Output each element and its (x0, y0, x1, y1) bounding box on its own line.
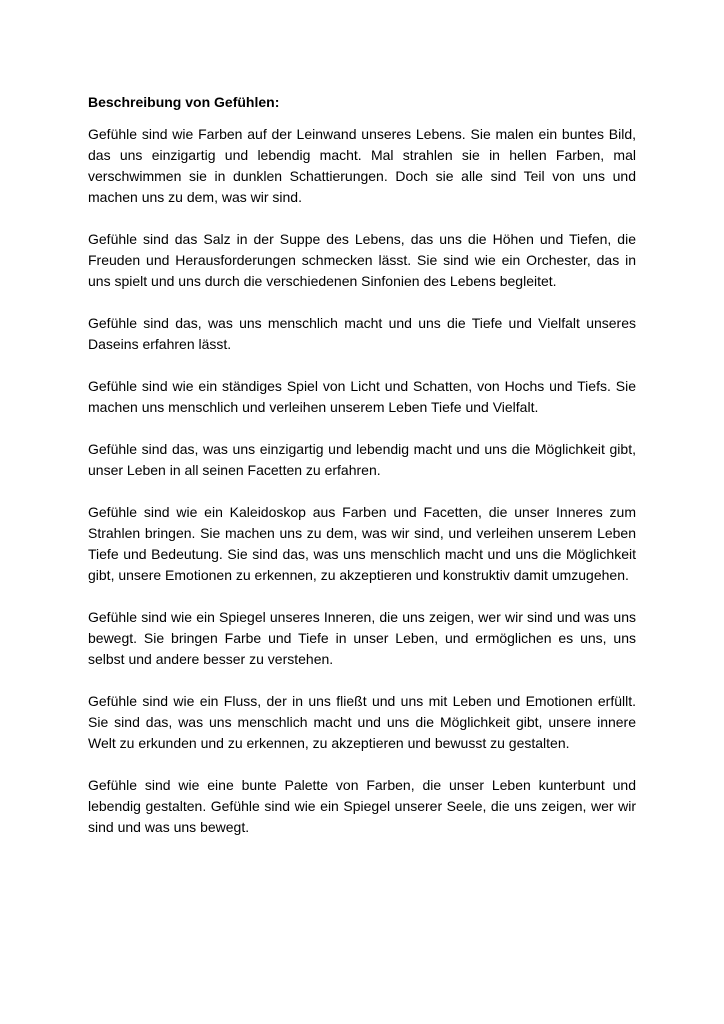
paragraph-4: Gefühle sind wie ein ständiges Spiel von Licht und Schatten, von Hochs und Tiefs. Sie machen uns menschlich und verleihen unserem Leben Tiefe und Vielfalt. (88, 378, 636, 415)
paragraph-9: Gefühle sind wie eine bunte Palette von Farben, die unser Leben kunterbunt und lebendig gestalten. Gefühle sind wie ein Spiegel unserer Seele, die uns zeigen, wer wir sind und was uns bewegt. (88, 777, 636, 835)
document-heading: Beschreibung von Gefühlen: (88, 94, 280, 110)
paragraph-3: Gefühle sind das, was uns menschlich macht und uns die Tiefe und Vielfalt unseres Daseins erfahren lässt. (88, 315, 636, 352)
paragraph-8: Gefühle sind wie ein Fluss, der in uns fließt und uns mit Leben und Emotionen erfüllt. Sie sind das, was uns menschlich macht und uns die Möglichkeit gibt, unsere innere Welt zu erkunden und zu erkennen, zu akzeptieren und bewusst zu gestalten. (88, 693, 636, 751)
paragraph-7: Gefühle sind wie ein Spiegel unseres Inneren, die uns zeigen, wer wir sind und was uns bewegt. Sie bringen Farbe und Tiefe in unser Leben, und ermöglichen es uns, uns selbst und andere besser zu verstehen. (88, 609, 636, 667)
paragraph-6: Gefühle sind wie ein Kaleidoskop aus Farben und Facetten, die unser Inneres zum Strahlen bringen. Sie machen uns zu dem, was wir sind, und verleihen unserem Leben Tiefe und Bedeutung. Sie sind das, was uns menschlich macht und uns die Möglichkeit gibt, unsere Emotionen zu erkennen, zu akzeptieren und konstruktiv damit umzugehen. (88, 504, 636, 583)
paragraph-5: Gefühle sind das, was uns einzigartig und lebendig macht und uns die Möglichkeit gibt, unser Leben in all seinen Facetten zu erfahren. (88, 441, 636, 478)
paragraph-1: Gefühle sind wie Farben auf der Leinwand unseres Lebens. Sie malen ein buntes Bild, das uns einzigartig und lebendig macht. Mal strahlen sie in hellen Farben, mal verschwimmen sie in dunklen Schattierungen. Doch sie alle sind Teil von uns und machen uns zu dem, was wir sind. (88, 126, 636, 205)
document-body (88, 92, 636, 859)
paragraph-2: Gefühle sind das Salz in der Suppe des Lebens, das uns die Höhen und Tiefen, die Freuden und Herausforderungen schmecken lässt. Sie sind wie ein Orchester, das in uns spielt und uns durch die verschiedenen Sinfonien des Lebens begleitet. (88, 231, 636, 289)
